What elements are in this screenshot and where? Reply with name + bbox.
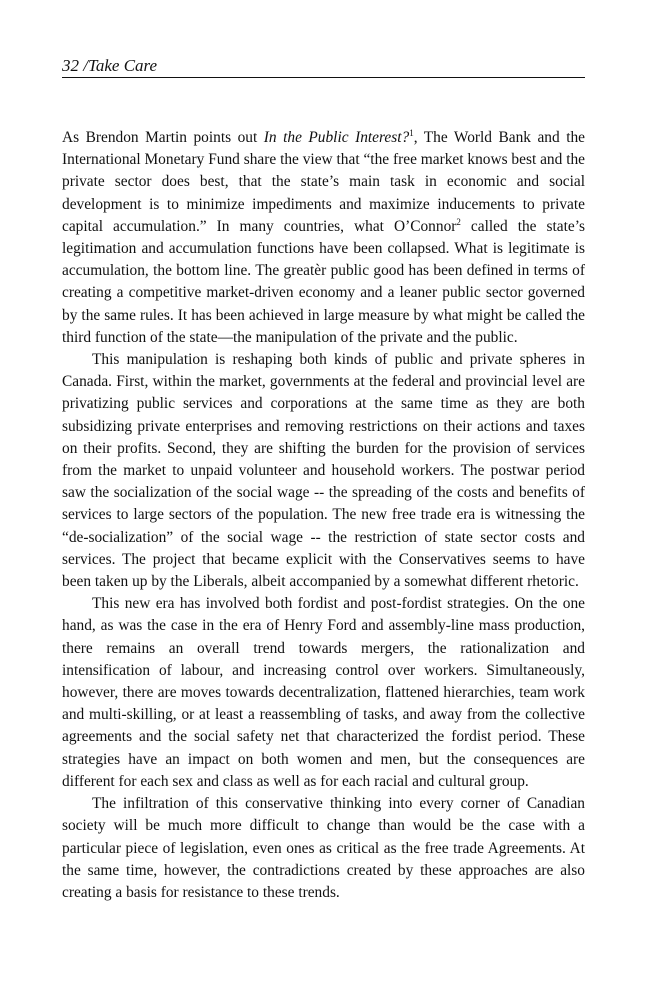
paragraph-1-text-c: called the state’s legitimation and accumulation functions have been collapsed. What is legitimate is accumulation, the bottom line. The greatèr public good has been defined in terms of creating a competitive market-driven economy and a leaner public sector governed by the same rules. It has been achieved in large measure by what might be called the third function of the state—the manipulation of the private and the public. bbox=[62, 217, 585, 346]
paragraph-4: The infiltration of this conservative thinking into every corner of Canadian society will be much more difficult to change than would be the case with a particular piece of legislation, even ones as critical as the free trade Agreements. At the same time, however, the contradictions created by these approaches are also creating a basis for resistance to these trends. bbox=[62, 795, 585, 901]
body-text bbox=[62, 127, 585, 904]
paragraph-2: This manipulation is reshaping both kinds of public and private spheres in Canada. First, within the market, governments at the federal and provincial level are privatizing public services and corporations at the same time as they are both subsidizing private enterprises and removing restrictions on their actions and taxes on their profits. Second, they are shifting the burden for the provision of services from the market to unpaid volunteer and household workers. The postwar period saw the socialization of the social wage -- the spreading of the costs and benefits of services to large sectors of the population. The new free trade era is witnessing the “de-socialization” of the social wage -- the restriction of state sector costs and services. The project that became explicit with the Conservatives seems to have been taken up by the Liberals, albeit accompanied by a somewhat different rhetoric. bbox=[62, 351, 585, 591]
paragraph-1 bbox=[62, 127, 585, 349]
paragraph-1-text-b: , The World Bank and the International Monetary Fund share the view that “the free market knows best and the private sector does best, that the state’s main task in economic and social development is to minimize impediments and maximize inducements to private capital accumulation.” In many countries, what O’Connor bbox=[62, 129, 585, 235]
paragraph-1-text-a: As Brendon Martin points out bbox=[62, 129, 264, 146]
running-head-text: 32 /Take Care bbox=[62, 56, 158, 75]
running-head bbox=[62, 55, 585, 78]
paragraph-3: This new era has involved both fordist and post-fordist strategies. On the one hand, as was the case in the era of Henry Ford and assembly-line mass production, there remains an overall trend towards mergers, the rationalization and intensification of labour, and increasing control over workers. Simultaneously, however, there are moves towards decentralization, flattened hierarchies, team work and multi-skilling, or at least a reassembling of tasks, and away from the collective agreements and the social safety net that characterized the fordist period. These strategies have an impact on both women and men, but the consequences are different for each sex and class as well as for each racial and cultural group. bbox=[62, 595, 585, 790]
footnote-marker-2: 2 bbox=[456, 216, 461, 227]
footnote-marker-1: 1 bbox=[409, 127, 414, 138]
book-title: In the Public Interest? bbox=[263, 129, 410, 146]
